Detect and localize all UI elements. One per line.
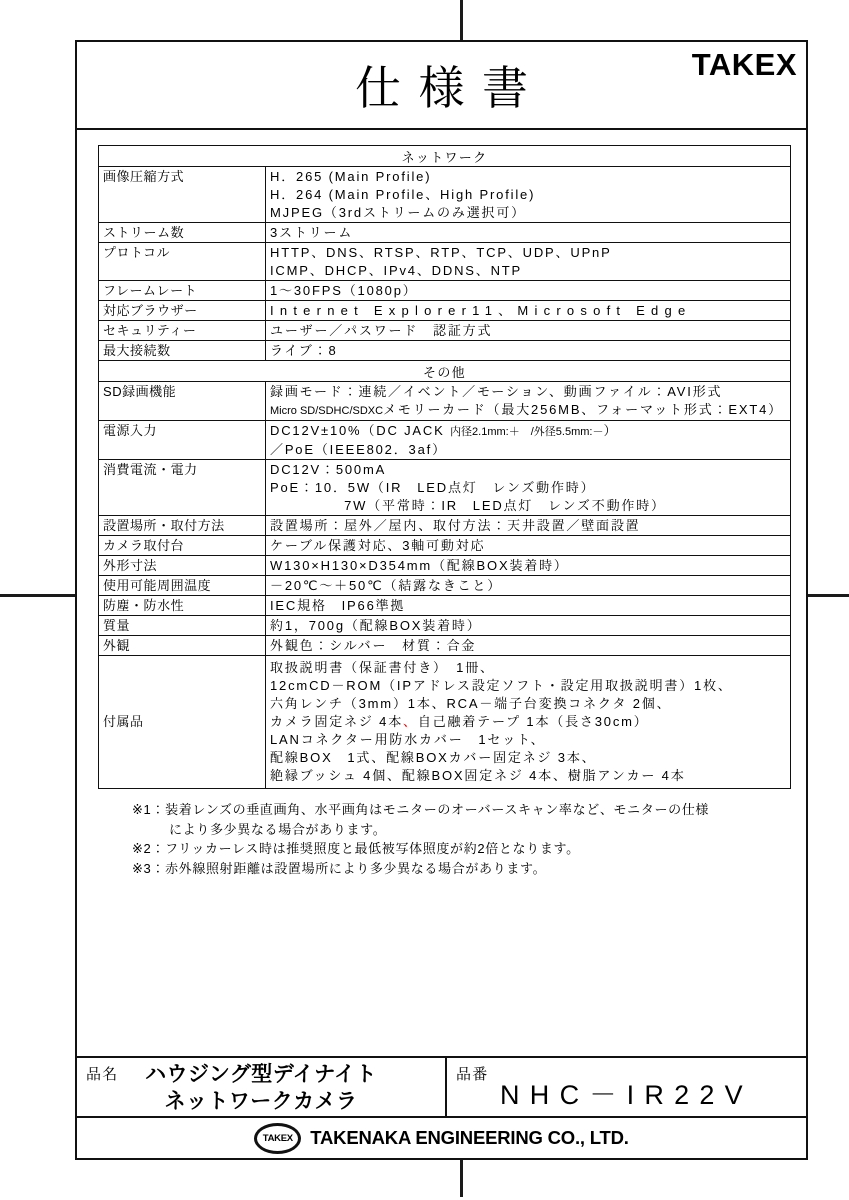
product-name-label: 品名 <box>86 1066 119 1083</box>
spec-value-line: PoE：10．5W（IR LED点灯 レンズ動作時） <box>270 479 596 495</box>
company-footer <box>77 1116 806 1158</box>
trim-mark-bottom <box>460 1159 463 1197</box>
spec-value-line: 約1，700g（配線BOX装着時） <box>270 617 482 633</box>
spec-label: 防塵・防水性 <box>99 596 266 616</box>
section-header: ネットワーク <box>99 146 791 167</box>
spec-value-line: MJPEG（3rdストリームのみ選択可） <box>270 204 526 220</box>
spec-value-line: LANコネクター用防水カバー 1セット、 <box>270 732 546 747</box>
trim-mark-left <box>0 594 77 597</box>
spec-value-fragment: ） <box>603 422 619 438</box>
spec-label: 画像圧縮方式 <box>99 167 266 223</box>
product-name-line-1: ハウジング型デイナイト <box>145 1063 377 1086</box>
spec-value-line: 12cmCD－ROM（IPアドレス設定ソフト・設定用取扱説明書）1枚、 <box>270 678 733 693</box>
spec-value <box>266 556 791 576</box>
spec-row <box>99 321 791 341</box>
spec-value-line: W130×H130×D354mm（配線BOX装着時） <box>270 557 569 573</box>
spec-label: 使用可能周囲温度 <box>99 576 266 596</box>
spec-label: 外観 <box>99 636 266 656</box>
spec-row <box>99 556 791 576</box>
spec-value-line: Internet Explorer11、Microsoft Edge <box>270 302 692 318</box>
spec-value-line: ケーブル保護対応、3軸可動対応 <box>270 537 486 553</box>
spec-value <box>266 656 791 789</box>
footnote-text: により多少異なる場合があります。 <box>169 821 387 837</box>
part-number-value: NHC－IR22V <box>500 1079 753 1110</box>
footnote-marker: ※2： <box>132 841 166 856</box>
spec-value <box>266 536 791 556</box>
section-header-row <box>99 361 791 382</box>
spec-row <box>99 536 791 556</box>
spec-row <box>99 616 791 636</box>
document-frame <box>75 40 808 1160</box>
spec-value-line: 外観色：シルバー 材質：合金 <box>270 637 477 653</box>
spec-value-line: DC12V：500mA <box>270 461 387 477</box>
spec-value-fragment: 自己融着テープ 1本（長さ30cm） <box>417 714 649 729</box>
spec-table <box>98 145 791 789</box>
spec-value <box>266 167 791 223</box>
footnote <box>132 800 806 839</box>
spec-value-line: 7W（平常時：IR LED点灯 レンズ不動作時） <box>270 497 666 513</box>
footnote-text: 赤外線照射距離は設置場所により多少異なる場合があります。 <box>165 860 547 876</box>
spec-label: 対応ブラウザー <box>99 301 266 321</box>
spec-row <box>99 223 791 243</box>
spec-value-line: 絶縁ブッシュ 4個、配線BOX固定ネジ 4本、樹脂アンカー 4本 <box>270 768 686 783</box>
footnote-marker: ※3： <box>132 860 166 876</box>
spec-value <box>266 576 791 596</box>
spec-row <box>99 596 791 616</box>
spec-value-line: ／PoE（IEEE802．3af） <box>270 441 447 457</box>
page-title: 仕様書 <box>355 62 546 114</box>
spec-value-line: 設置場所：屋外／屋内、取付方法：天井設置／壁面設置 <box>270 517 641 533</box>
document-header <box>77 42 806 130</box>
spec-value <box>266 321 791 341</box>
spec-label: 外形寸法 <box>99 556 266 576</box>
takex-brand-logo: TAKEX <box>691 47 797 82</box>
footnote <box>132 859 806 879</box>
spec-value <box>266 243 791 281</box>
spec-value <box>266 341 791 361</box>
product-name-cell <box>77 1058 447 1116</box>
spec-row <box>99 576 791 596</box>
spec-value <box>266 516 791 536</box>
spec-row <box>99 243 791 281</box>
takex-ellipse-logo-icon: TAKEX <box>254 1123 301 1154</box>
spec-label: 質量 <box>99 616 266 636</box>
spec-value-line <box>270 422 786 441</box>
spec-label: 電源入力 <box>99 421 266 460</box>
spec-row <box>99 167 791 223</box>
spec-value-line: 3ストリーム <box>270 224 354 240</box>
product-band <box>77 1056 806 1116</box>
spec-label: SD録画機能 <box>99 382 266 421</box>
spec-value-line: 六角レンチ（3mm）1本、RCA－端子台変換コネクタ 2個、 <box>270 696 672 711</box>
spec-value-line: ICMP、DHCP、IPv4、DDNS、NTP <box>270 262 523 278</box>
spec-value <box>266 460 791 516</box>
spec-label: 付属品 <box>99 656 266 789</box>
spec-value <box>266 281 791 301</box>
spec-label: フレームレート <box>99 281 266 301</box>
spec-value-fragment: Micro SD/SDHC/SDXC <box>270 404 384 417</box>
spec-row <box>99 460 791 516</box>
spec-value-line <box>270 713 786 731</box>
spec-value-line <box>270 401 786 420</box>
spec-value-fragment: DC12V±10%（DC JACK <box>270 422 451 438</box>
trim-mark-top <box>460 0 463 42</box>
spec-value <box>266 421 791 460</box>
spec-label: セキュリティー <box>99 321 266 341</box>
spec-row <box>99 516 791 536</box>
footnote-text: フリッカーレス時は推奨照度と最低被写体照度が約2倍となります。 <box>165 841 580 856</box>
spec-value-line: ライブ：8 <box>270 342 338 358</box>
spec-value-line: ユーザー／パスワード 認証方式 <box>270 322 493 338</box>
spec-row <box>99 301 791 321</box>
product-name-line-2: ネットワークカメラ <box>164 1090 358 1113</box>
spec-value-fragment: 内径2.1mm:＋ /外径5.5mm:－ <box>450 425 604 438</box>
spec-value <box>266 636 791 656</box>
spec-value-line: －20℃～＋50℃（結露なきこと） <box>270 577 503 593</box>
spec-label: 消費電流・電力 <box>99 460 266 516</box>
spec-row <box>99 382 791 421</box>
company-name: TAKENAKA ENGINEERING CO., LTD. <box>310 1127 629 1148</box>
notes-list <box>132 800 806 878</box>
spec-value-fragment: メモリーカード（最大256MB、フォーマット形式：EXT4） <box>383 401 783 417</box>
spec-value <box>266 616 791 636</box>
trim-mark-right <box>805 594 849 597</box>
spec-label: カメラ取付台 <box>99 536 266 556</box>
spec-row <box>99 281 791 301</box>
spec-value <box>266 223 791 243</box>
spec-value-line: 録画モード：連続／イベント／モーション、動画ファイル：AVI形式 <box>270 383 723 399</box>
spec-label: プロトコル <box>99 243 266 281</box>
spec-value <box>266 596 791 616</box>
spec-value-line: H．265 (Main Profile) <box>270 168 432 184</box>
footnote-text: 装着レンズの垂直画角、水平画角はモニターのオーバースキャン率など、モニターの仕様 <box>165 802 710 817</box>
spec-value-line: HTTP、DNS、RTSP、RTP、TCP、UDP、UPnP <box>270 244 612 260</box>
spec-value-line: 1～30FPS（1080p） <box>270 282 418 298</box>
section-header-row <box>99 146 791 167</box>
spec-table-body <box>99 146 791 789</box>
footnote-marker: ※1： <box>132 802 166 817</box>
spec-label: 最大接続数 <box>99 341 266 361</box>
spec-value-fragment: 、 <box>403 714 418 729</box>
spec-value-line: H．264 (Main Profile、High Profile) <box>270 186 536 202</box>
spec-label: 設置場所・取付方法 <box>99 516 266 536</box>
spec-row <box>99 656 791 789</box>
spec-row <box>99 421 791 460</box>
footnote <box>132 839 806 859</box>
spec-value-line: IEC規格 IP66準拠 <box>270 597 406 613</box>
document-body <box>77 130 806 1056</box>
spec-row <box>99 636 791 656</box>
spec-value-fragment: カメラ固定ネジ 4本 <box>270 714 404 729</box>
spec-value <box>266 382 791 421</box>
spec-value-line: 配線BOX 1式、配線BOXカバー固定ネジ 3本、 <box>270 750 597 765</box>
spec-row <box>99 341 791 361</box>
section-header: その他 <box>99 361 791 382</box>
part-number-label: 品番 <box>456 1066 489 1083</box>
spec-label: ストリーム数 <box>99 223 266 243</box>
spec-value-line: 取扱説明書（保証書付き） 1冊、 <box>270 660 495 675</box>
part-number-cell <box>447 1058 806 1116</box>
spec-value <box>266 301 791 321</box>
